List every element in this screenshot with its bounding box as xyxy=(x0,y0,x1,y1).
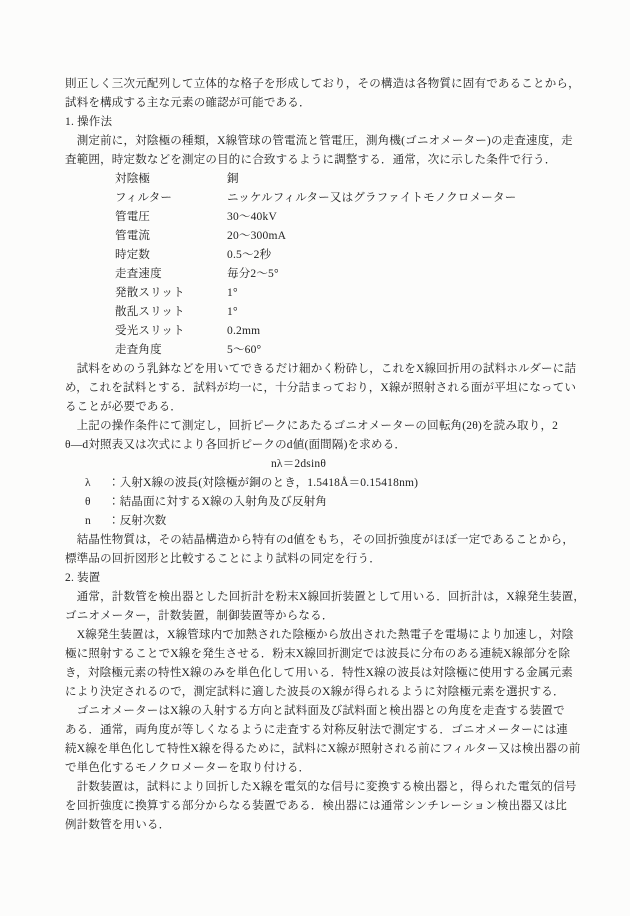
symbol-definition-row xyxy=(65,512,568,531)
condition-label: 散乱スリット xyxy=(115,306,185,318)
condition-row xyxy=(65,284,568,303)
symbol-definitions xyxy=(65,474,568,531)
condition-row xyxy=(65,208,568,227)
condition-value: 銅 xyxy=(227,173,239,185)
condition-label: 走査角度 xyxy=(115,344,162,356)
condition-row xyxy=(65,265,568,284)
text-line: X線発生装置は，X線管球内で加熱された陰極から放出された熱電子を電場により加速し，対陰 xyxy=(65,629,574,641)
text-line: ゴニオメーター，計数装置，制御装置等からなる． xyxy=(65,610,334,622)
section1-heading: 1. 操作法 xyxy=(65,116,113,128)
text-line: 計数装置は，試料により回折したX線を電気的な信号に変換する検出器と，得られた電気的信号 xyxy=(65,781,577,793)
section2-paragraph-goniometer xyxy=(65,702,581,778)
text-line: め，これを試料とする．試料が均一に，十分詰まっており，X線が照射される面が平坦になってい xyxy=(65,382,577,394)
text-line: 試料を構成する主な元素の確認が可能である． xyxy=(65,97,311,109)
measurement-conditions-table xyxy=(65,170,568,360)
text-line: 上記の操作条件にて測定し，回折ピークにあたるゴニオメーターの回転角(2θ)を読み取り，2 xyxy=(65,420,559,432)
section2-paragraph-diffractometer xyxy=(65,588,586,626)
symbol: θ xyxy=(85,496,91,508)
condition-label: 受光スリット xyxy=(115,325,185,337)
symbol-description: ：結晶面に対するX線の入射角及び反射角 xyxy=(108,496,328,508)
condition-row xyxy=(65,246,568,265)
condition-value: 20～300mA xyxy=(227,230,287,242)
condition-row xyxy=(65,189,568,208)
condition-label: 対陰極 xyxy=(115,173,151,185)
symbol-description: ：入射X線の波長(対陰極が銅のとき，1.5418Å＝0.15418nm) xyxy=(108,477,419,489)
condition-label: 管電圧 xyxy=(115,211,151,223)
symbol-definition-row xyxy=(65,474,568,493)
text-line: ゴニオメーターはX線の入射する方向と試料面及び試料面と検出器との角度を走査する装置で xyxy=(65,705,565,717)
section1-paragraph-identification xyxy=(65,531,575,569)
condition-value: ニッケルフィルター又はグラファイトモノクロメーター xyxy=(227,192,517,204)
page-content xyxy=(65,75,586,835)
text-line: 試料をめのう乳鉢などを用いてできるだけ細かく粉砕し，これをX線回折用の試料ホルダーに詰 xyxy=(65,363,577,375)
text-line: により決定されるので，測定試料に適した波長のX線が得られるように対陰極元素を選択する． xyxy=(65,686,565,698)
condition-value: 5～60° xyxy=(227,344,262,356)
condition-value: 1° xyxy=(227,287,238,299)
text-line: 例計数管を用いる． xyxy=(65,819,171,831)
text-line: 極に照射することでX線を発生させる．粉末X線回折測定では波長に分布のある連続X線部分を除 xyxy=(65,648,571,660)
text-line: を回折強度に換算する部分からなる装置である．検出器には通常シンチレーション検出器又は比 xyxy=(65,800,568,812)
text-line: 通常，計数管を検出器とした回折計を粉末X線回折装置として用いる．回折計は，X線発生装置， xyxy=(65,591,586,603)
condition-row xyxy=(65,170,568,189)
section2-paragraph-counting-device xyxy=(65,778,577,835)
text-line: 測定前に，対陰極の種類，X線管球の管電流と管電圧，測角機(ゴニオメーター)の走査速度，走 xyxy=(65,135,573,147)
symbol-definition-row xyxy=(65,493,568,512)
section1-paragraph-measurement-setup xyxy=(65,132,573,170)
text-line: 結晶性物質は，その結晶構造から特有のd値をもち，その回折強度がほぼ一定であることから， xyxy=(65,534,575,546)
intro-paragraph xyxy=(65,75,580,113)
text-line: 則正しく三次元配列して立体的な格子を形成しており，その構造は各物質に固有であることから， xyxy=(65,78,580,90)
text-line: 標準品の回折図形と比較することにより試料の同定を行う． xyxy=(65,553,381,565)
condition-label: 発散スリット xyxy=(115,287,185,299)
section1-paragraph-d-value xyxy=(65,417,568,455)
condition-value: 0.2mm xyxy=(227,325,261,337)
section2-heading: 2. 装置 xyxy=(65,572,101,584)
condition-label: 走査速度 xyxy=(115,268,162,280)
text-line: θ―d対照表又は次式により各回折ピークのd値(面間隔)を求める． xyxy=(65,439,407,451)
section1-paragraph-sample-preparation xyxy=(65,360,577,417)
condition-row xyxy=(65,322,568,341)
condition-label: 時定数 xyxy=(115,249,151,261)
text-line: ることが必要である． xyxy=(65,401,182,413)
condition-label: 管電流 xyxy=(115,230,151,242)
text-line: 査範囲，時定数などを測定の目的に合致するように調整する．通常，次に示した条件で行う． xyxy=(65,154,557,166)
symbol: n xyxy=(85,515,91,527)
condition-value: 0.5～2秒 xyxy=(227,249,272,261)
condition-value: 1° xyxy=(227,306,238,318)
condition-row xyxy=(65,303,568,322)
condition-row xyxy=(65,341,568,360)
condition-value: 30～40kV xyxy=(227,211,277,223)
condition-row xyxy=(65,227,568,246)
text-line: 続X線を単色化して特性X線を得るために，試料にX線が照射される前にフィルター又は検出器の前 xyxy=(65,743,581,755)
condition-value: 毎分2～5° xyxy=(227,268,279,280)
text-line: ある．通常，両角度が等しくなるように走査する対称反射法で測定する．ゴニオメーターには連 xyxy=(65,724,568,736)
symbol-description: ：反射次数 xyxy=(108,515,167,527)
text-line: で単色化するモノクロメーターを取り付ける． xyxy=(65,762,311,774)
section2-paragraph-xray-generator xyxy=(65,626,574,702)
text-line: き，対陰極元素の特性X線のみを単色化して用いる．特性X線の波長は対陰極に使用する金属元素 xyxy=(65,667,573,679)
symbol: λ xyxy=(85,477,91,489)
condition-label: フィルター xyxy=(115,192,173,204)
bragg-equation: nλ＝2dsinθ xyxy=(270,458,327,470)
